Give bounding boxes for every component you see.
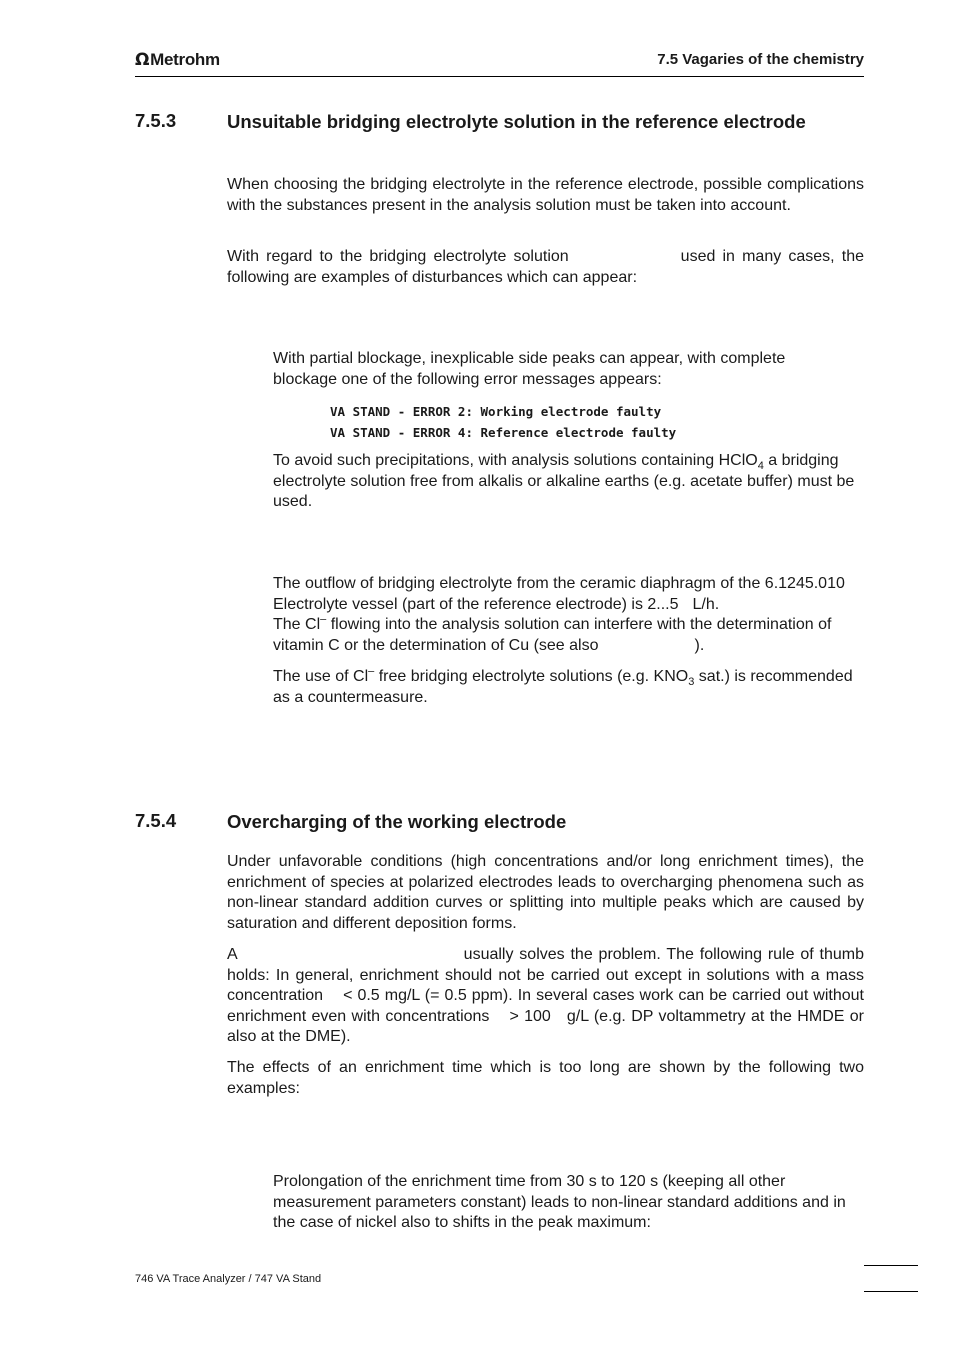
outflow-unit: L/h. (692, 595, 720, 613)
header-rule (135, 76, 864, 77)
item1-text (273, 349, 853, 390)
avoid-text: a bridging electrolyte solution free from alkalis or alkaline earths (e.g. acetate buffer) must be used. (273, 452, 855, 511)
subscript: 4 (757, 460, 764, 473)
error-messages (330, 401, 676, 443)
paragraph-text: usually solves the problem. The following rule of thumb holds: In general, enrichment should not be carried out except in solutions with a mass concentration (227, 946, 864, 1005)
paragraph-text: used in many cases, the following are examples of disturbances which can appear: (227, 248, 864, 286)
avoid-text: To avoid such precipitations, with analysis solutions containing HClO (273, 452, 758, 469)
superscript: – (320, 613, 327, 626)
use-text: The use of Cl (273, 668, 369, 685)
paragraph-text: With regard to the bridging electrolyte solution (227, 248, 569, 265)
item-enrichment (273, 1172, 853, 1234)
paragraph-text: The effects of an enrichment time which is too long are shown by the following two examples: (227, 1059, 864, 1097)
outflow-text: ). (694, 636, 705, 654)
paragraph-754-effects (227, 1058, 864, 1099)
paragraph-753-intro (227, 175, 864, 216)
subscript: 3 (688, 676, 695, 689)
footer-text: 746 VA Trace Analyzer / 747 VA Stand (135, 1273, 322, 1285)
item1-avoid (273, 451, 863, 513)
running-header-title: 7.5 Vagaries of the chemistry (657, 51, 864, 68)
footer-rule-top (864, 1265, 918, 1266)
paragraph-text: A (227, 946, 238, 963)
section-title-753: Unsuitable bridging electrolyte solution in the reference electrode (227, 111, 806, 132)
paragraph-754-rule (227, 945, 864, 1048)
logo-text: Metrohm (150, 50, 220, 69)
outflow-text: flowing into the analysis solution can interfere with the determination of vitamin C or the determination of Cu (see also (273, 616, 832, 654)
item-text: Prolongation of the enrichment time from 30 s to 120 s (keeping all other measurement parameters constant) leads to non-linear standard additions and in the case of nickel also to shifts in the peak maximum: (273, 1173, 846, 1232)
paragraph-753-bridging (227, 247, 864, 288)
paragraph-text: < 0.5 mg/L (= 0.5 ppm). In several cases work can be carried out without enrichment even with concentrations (227, 987, 864, 1025)
outflow-text: The outflow of bridging electrolyte from the ceramic diaphragm of the 6.1245.010 Electrolyte vessel (part of the reference electrode) is 2...5 (273, 575, 845, 613)
section-number-753: 7.5.3 (135, 110, 177, 131)
error-message-1: VA STAND - ERROR 2: Working electrode faulty (330, 404, 662, 419)
item2-use (273, 667, 863, 708)
use-text: sat.) is recommended as a countermeasure. (273, 668, 853, 706)
omega-logo-icon: Ω (135, 50, 150, 70)
superscript: – (368, 665, 375, 678)
item2-outflow (273, 574, 863, 656)
footer-rule-bottom (864, 1291, 918, 1292)
metrohm-logo (135, 50, 220, 70)
paragraph-754-intro (227, 852, 864, 934)
use-text: free bridging electrolyte solutions (e.g. KNO (374, 668, 689, 685)
section-number-754: 7.5.4 (135, 810, 177, 831)
paragraph-text: g/L (e.g. DP voltammetry at the HMDE or also at the DME). (227, 1007, 865, 1046)
outflow-text: The Cl (273, 616, 321, 634)
paragraph-text: > 100 (509, 1007, 551, 1025)
item-text: With partial blockage, inexplicable side peaks can appear, with complete blockage one of the following error messages appears: (273, 350, 786, 388)
paragraph-text: Under unfavorable conditions (high concentrations and/or long enrichment times), the enrichment of species at polarized electrodes leads to overcharging phenomena such as non-linear standard addition curves or splitting into multiple peaks which are caused by saturation and different deposition forms. (227, 853, 864, 932)
error-message-2: VA STAND - ERROR 4: Reference electrode faulty (330, 425, 677, 440)
paragraph-text: When choosing the bridging electrolyte in the reference electrode, possible complications with the substances present in the analysis solution must be taken into account. (227, 176, 864, 214)
section-title-754: Overcharging of the working electrode (227, 811, 567, 832)
